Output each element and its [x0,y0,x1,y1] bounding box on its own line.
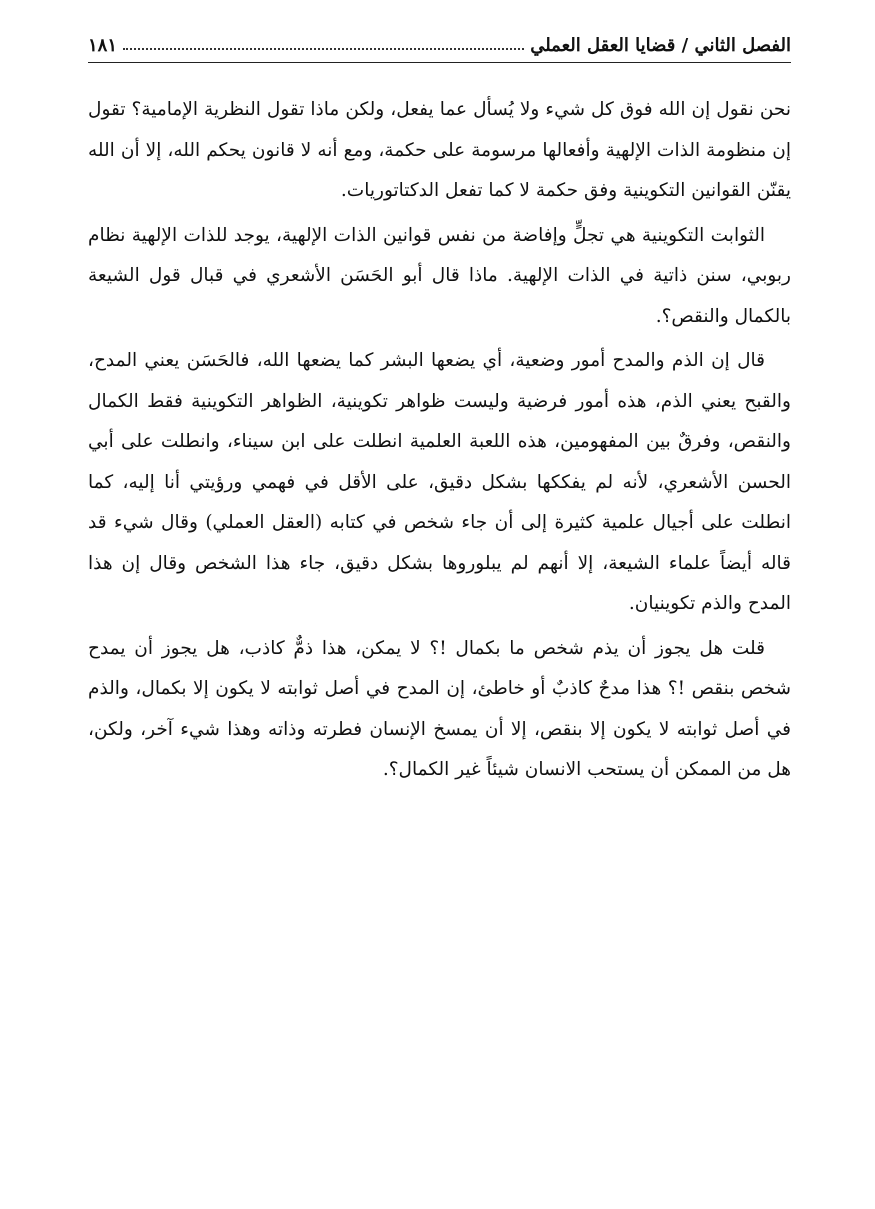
page-number: ١٨١ [88,35,118,56]
running-header [88,28,791,63]
body-text [88,90,791,795]
chapter-title: الفصل الثاني / قضايا العقل العملي [530,35,791,56]
paragraph: قال إن الذم والمدح أمور وضعية، أي يضعها البشر كما يضعها الله، فالحَسَن يعني المدح، والقبح يعني الذم، هذه أمور فرضية وليست ظواهر تكوينية، الظواهر التكوينية فقط الكمال والنقص، وفرقٌ بين المفهومين، هذه اللعبة العلمية انطلت على ابن سيناء، وانطلت على أبي الحسن الأشعري، لأنه لم يفككها بشكل دقيق، على الأقل في فهمي ورؤيتي أنا إليه، كما انطلت على أجيال علمية كثيرة إلى أن جاء شخص في كتابه (العقل العملي) وقال شيء قد قاله أيضاً علماء الشيعة، إلا أنهم لم يبلوروها بشكل دقيق، جاء هذا الشخص وقال إن هذا المدح والذم تكوينيان. [88,350,791,614]
paragraph: قلت هل يجوز أن يذم شخص ما بكمال !؟ لا يمكن، هذا ذمٌّ كاذب، هل يجوز أن يمدح شخص بنقص !؟ هذا مدحٌ كاذبٌ أو خاطئ، إن المدح في أصل ثوابته لا يكون إلا بكمال، والذم في أصل ثوابته لا يكون إلا بنقص، إلا أن يمسخ الإنسان فطرته وذاته وهذا شيء آخر، ولكن، هل من الممكن أن يستحب الانسان شيئاً غير الكمال؟. [88,637,791,780]
paragraph: نحن نقول إن الله فوق كل شيء ولا يُسأل عما يفعل، ولكن ماذا تقول النظرية الإمامية؟ تقول إن منظومة الذات الإلهية وأفعالها مرسومة على حكمة، ومع أنه لا قانون يحكم الله، إلا أن الله يقنّن القوانين التكوينية وفق حكمة لا كما تفعل الدكتاتوريات. [88,99,791,201]
leader-dots [123,48,524,50]
paragraph: الثوابت التكوينية هي تجلٍّ وإفاضة من نفس قوانين الذات الإلهية، يوجد للذات الإلهية نظام ربوبي، سنن ذاتية في الذات الإلهية. ماذا قال أبو الحَسَن الأشعري في قبال قول الشيعة بالكمال والنقص؟. [88,224,791,327]
